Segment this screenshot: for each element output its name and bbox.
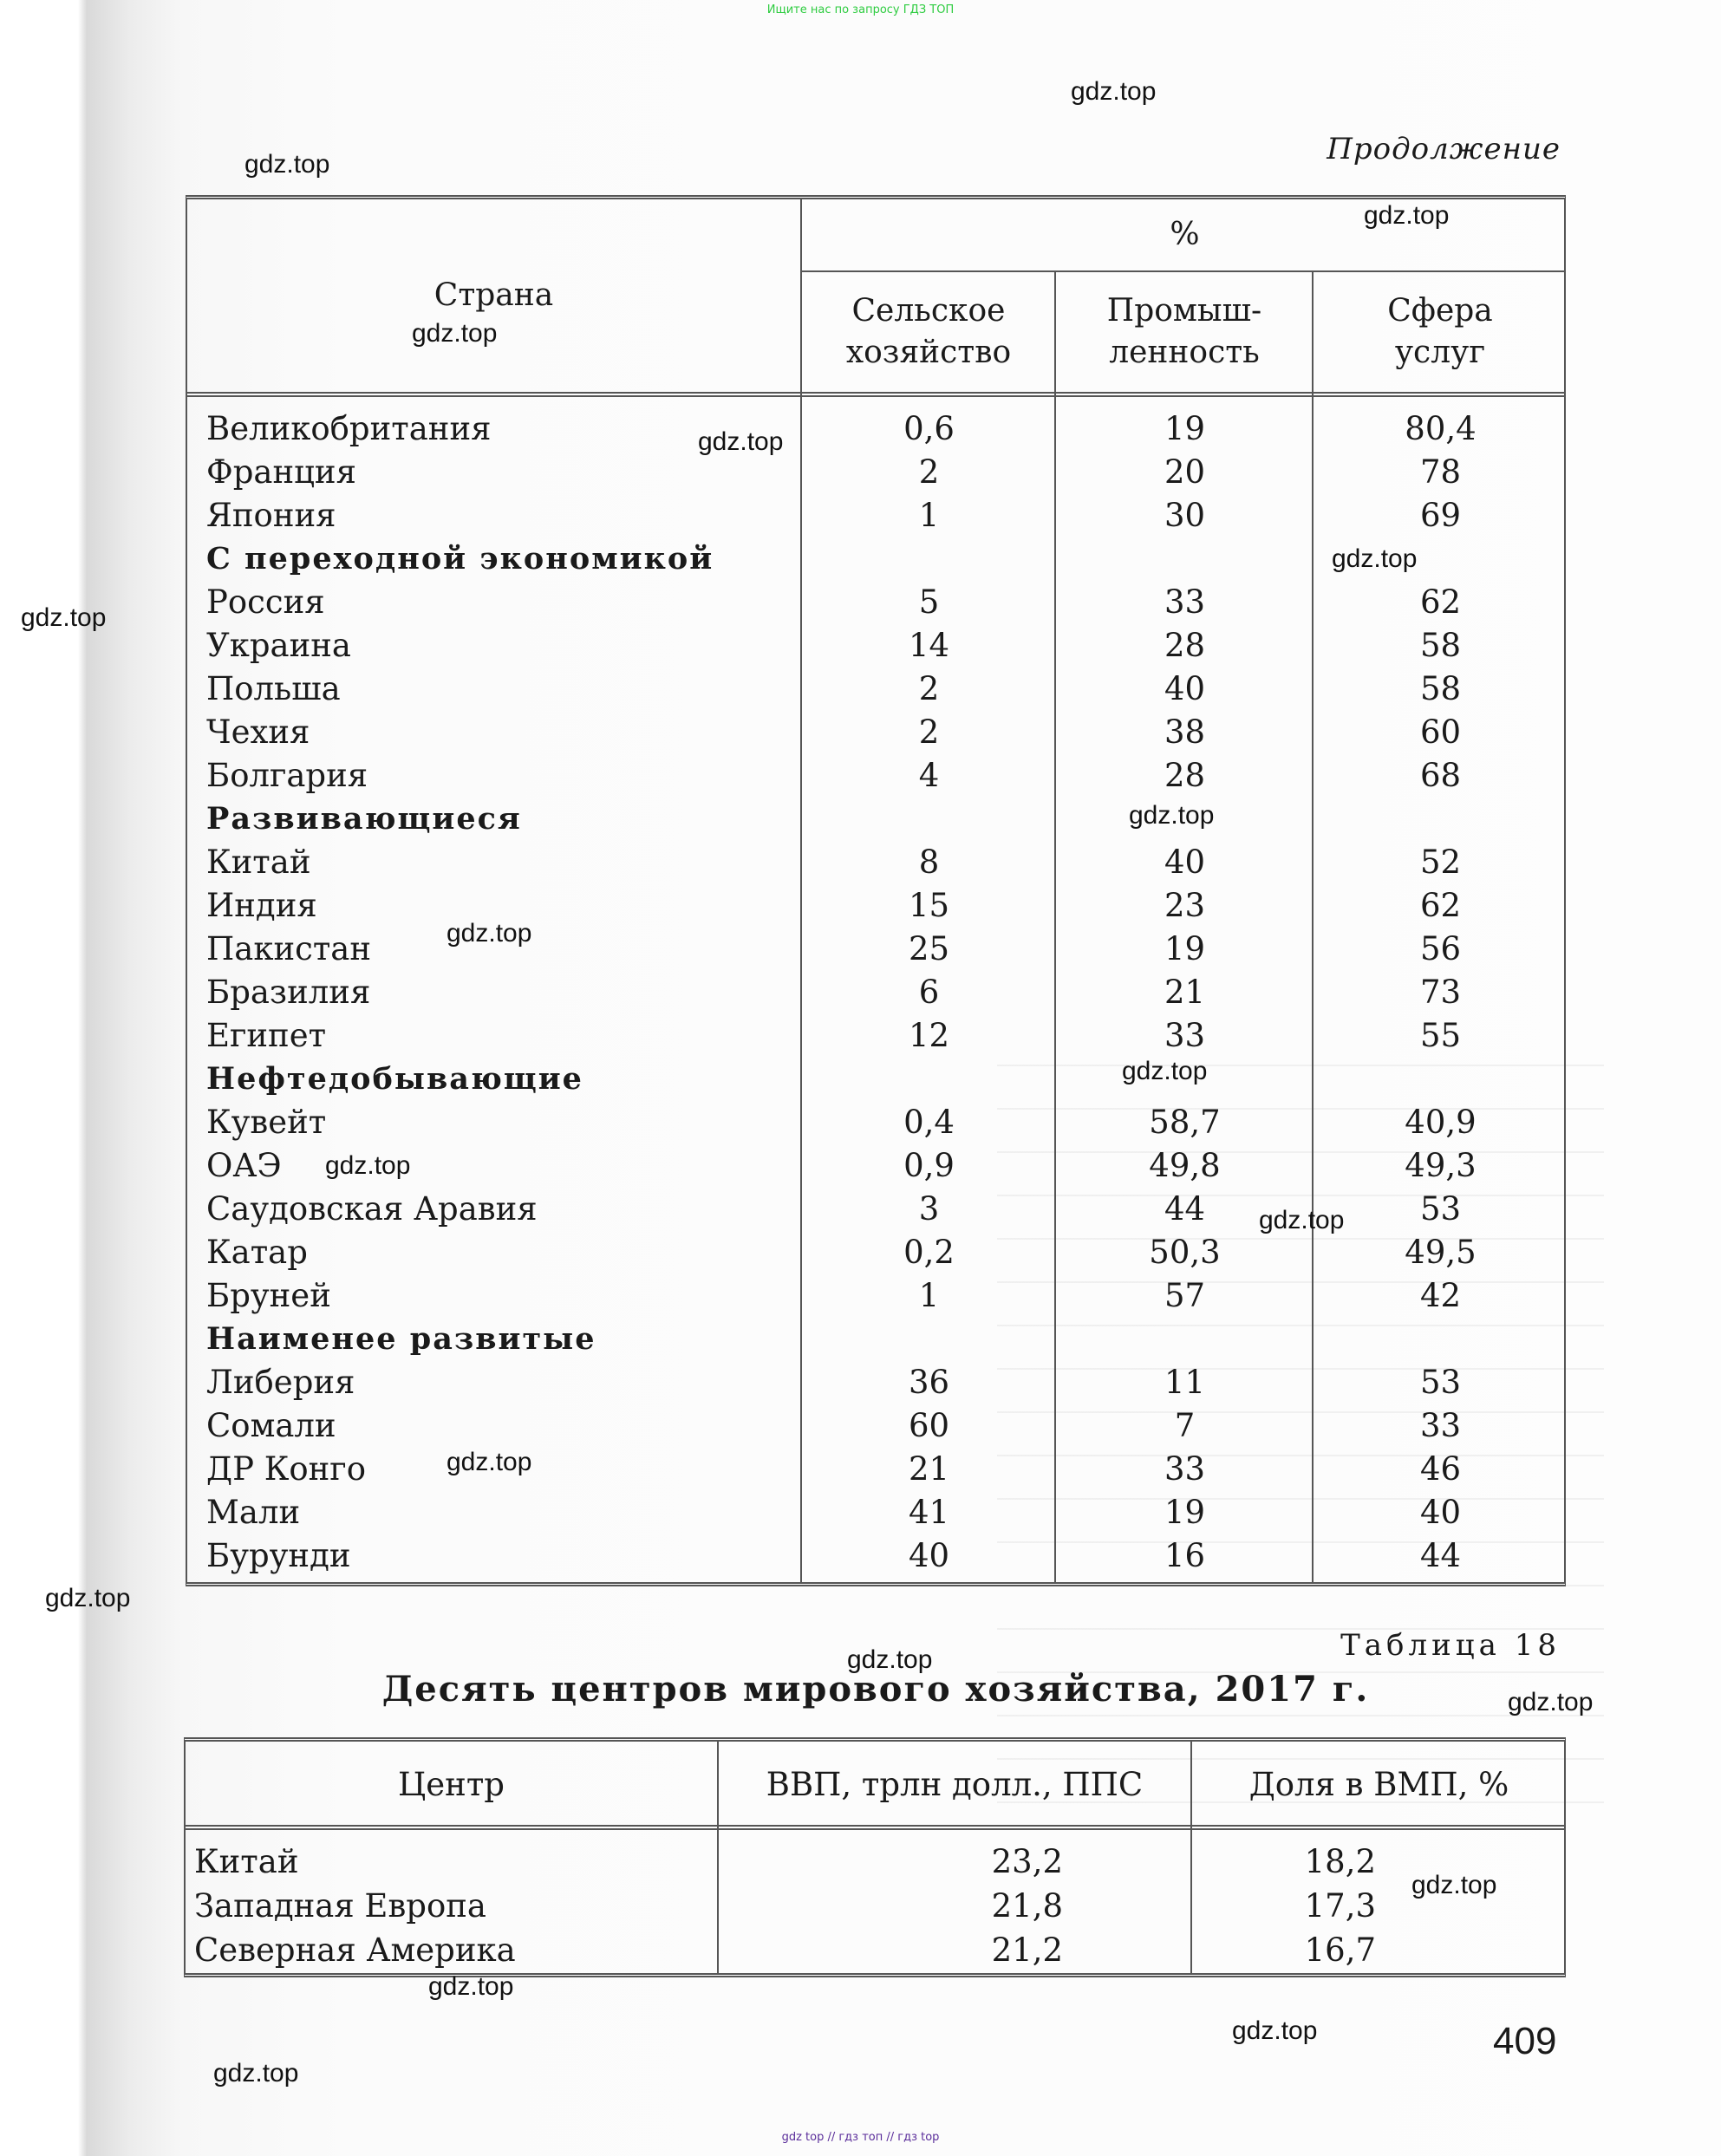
gdp-value: 23,2 <box>991 1843 1063 1880</box>
services-value: 58 <box>1419 627 1462 664</box>
group-heading: Развивающиеся <box>206 801 522 837</box>
group-heading-row <box>187 798 1564 841</box>
top-banner[interactable]: Ищите нас по запросу ГДЗ ТОП <box>766 3 955 16</box>
group-heading-row <box>187 1318 1564 1361</box>
country-name: Катар <box>206 1234 308 1271</box>
industry-value: 28 <box>1164 757 1206 794</box>
watermark: gdz.top <box>1508 1688 1594 1716</box>
gdp-value: 21,8 <box>991 1887 1063 1925</box>
agriculture-value: 2 <box>918 713 940 751</box>
industry-value: 40 <box>1164 670 1206 707</box>
country-name: ДР Конго <box>206 1450 366 1488</box>
agriculture-value: 36 <box>908 1364 950 1401</box>
table-body <box>187 407 1564 1578</box>
services-value: 40 <box>1419 1494 1462 1531</box>
country-name: Франция <box>206 453 356 491</box>
watermark: gdz.top <box>45 1584 131 1612</box>
country-name: Япония <box>206 497 336 534</box>
agriculture-value: 5 <box>918 583 940 621</box>
industry-value: 50,3 <box>1149 1234 1221 1271</box>
services-value: 53 <box>1419 1364 1462 1401</box>
industry-value: 33 <box>1164 583 1206 621</box>
country-name: Чехия <box>206 713 310 751</box>
table-row <box>187 1188 1564 1231</box>
group-heading: С переходной экономикой <box>206 541 714 576</box>
table-row <box>187 841 1564 884</box>
industry-value: 19 <box>1164 1494 1206 1531</box>
services-value: 60 <box>1419 713 1462 751</box>
table-row <box>187 928 1564 971</box>
industry-value: 11 <box>1164 1364 1206 1401</box>
country-name: Саудовская Аравия <box>206 1190 538 1228</box>
country-name: Бразилия <box>206 974 371 1011</box>
agriculture-value: 0,4 <box>903 1104 955 1141</box>
services-value: 55 <box>1419 1017 1462 1054</box>
table-row <box>187 1448 1564 1491</box>
country-name: Пакистан <box>206 930 372 967</box>
table-number: Таблица 18 <box>1340 1628 1561 1663</box>
country-name: ОАЭ <box>206 1147 282 1184</box>
country-name: Кувейт <box>206 1104 327 1141</box>
watermark: gdz.top <box>447 1448 532 1476</box>
share-value: 17,3 <box>1304 1887 1376 1925</box>
services-value: 46 <box>1419 1450 1462 1488</box>
watermark: gdz.top <box>698 427 784 456</box>
watermark: gdz.top <box>1122 1057 1208 1085</box>
table-row <box>187 494 1564 537</box>
services-value: 44 <box>1419 1537 1462 1574</box>
group-heading: Нефтедобывающие <box>206 1061 583 1097</box>
industry-value: 16 <box>1164 1537 1206 1574</box>
agriculture-value: 40 <box>908 1537 950 1574</box>
services-value: 62 <box>1419 583 1462 621</box>
services-value: 53 <box>1419 1190 1462 1228</box>
industry-value: 28 <box>1164 627 1206 664</box>
country-name: Китай <box>206 844 311 881</box>
services-value: 73 <box>1419 974 1462 1011</box>
continuation-label: Продолжение <box>1327 132 1561 166</box>
table-title: Десять центров мирового хозяйства, 2017 г. <box>381 1669 1370 1710</box>
watermark: gdz.top <box>21 603 107 632</box>
watermark: gdz.top <box>847 1645 933 1674</box>
table-row <box>186 1928 1564 1972</box>
header-bottom-border <box>187 392 1564 397</box>
watermark: gdz.top <box>1232 2016 1318 2045</box>
table-row <box>187 407 1564 451</box>
agriculture-value: 8 <box>918 844 940 881</box>
services-value: 78 <box>1419 453 1462 491</box>
table-row <box>187 711 1564 754</box>
agriculture-value: 0,9 <box>903 1147 955 1184</box>
services-value: 62 <box>1419 887 1462 924</box>
header-center: Центр <box>398 1766 505 1803</box>
table-row <box>186 1840 1564 1884</box>
share-value: 18,2 <box>1304 1843 1376 1880</box>
header-agriculture: Сельское хозяйство <box>845 293 1012 370</box>
agriculture-value: 1 <box>918 1277 940 1314</box>
share-value: 16,7 <box>1304 1931 1376 1969</box>
watermark: gdz.top <box>1364 201 1450 230</box>
sector-structure-table <box>186 195 1566 1586</box>
watermark: gdz.top <box>213 2059 299 2088</box>
industry-value: 44 <box>1164 1190 1206 1228</box>
services-value: 49,3 <box>1405 1147 1477 1184</box>
industry-value: 57 <box>1164 1277 1206 1314</box>
services-value: 42 <box>1419 1277 1462 1314</box>
industry-value: 20 <box>1164 453 1206 491</box>
table-row <box>187 1534 1564 1578</box>
table-row <box>187 754 1564 798</box>
table-row <box>187 971 1564 1014</box>
watermark: gdz.top <box>428 1972 514 2001</box>
industry-value: 23 <box>1164 887 1206 924</box>
agriculture-value: 1 <box>918 497 940 534</box>
footer-links[interactable]: gdz top // гдз топ // гдз top <box>781 2131 940 2144</box>
world-economy-centers-table <box>184 1737 1566 1977</box>
table-row <box>187 1361 1564 1404</box>
header-industry: Промыш-ленность <box>1106 293 1262 370</box>
watermark: gdz.top <box>1071 77 1157 106</box>
agriculture-value: 12 <box>908 1017 950 1054</box>
agriculture-value: 14 <box>908 627 950 664</box>
country-name: Великобритания <box>206 410 492 447</box>
industry-value: 49,8 <box>1149 1147 1221 1184</box>
industry-value: 38 <box>1164 713 1206 751</box>
header-gdp: ВВП, трлн долл., ППС <box>766 1766 1144 1803</box>
country-name: Мали <box>206 1494 301 1531</box>
center-name: Западная Европа <box>194 1887 486 1925</box>
header-percent: % <box>1170 217 1200 252</box>
table-row <box>187 1014 1564 1058</box>
table-row <box>186 1884 1564 1928</box>
country-name: Бурунди <box>206 1537 351 1574</box>
agriculture-value: 0,6 <box>903 410 955 447</box>
industry-value: 19 <box>1164 410 1206 447</box>
agriculture-value: 25 <box>908 930 950 967</box>
industry-value: 33 <box>1164 1017 1206 1054</box>
services-value: 58 <box>1419 670 1462 707</box>
table-row <box>187 884 1564 928</box>
header-country: Страна <box>434 277 554 313</box>
agriculture-value: 6 <box>918 974 940 1011</box>
country-name: Либерия <box>206 1364 355 1401</box>
agriculture-value: 60 <box>908 1407 950 1444</box>
country-name: Египет <box>206 1017 327 1054</box>
services-value: 80,4 <box>1405 410 1477 447</box>
header-services: Сфера услуг <box>1387 293 1493 370</box>
country-name: Индия <box>206 887 317 924</box>
watermark: gdz.top <box>1259 1206 1345 1234</box>
group-heading: Наименее развитые <box>206 1321 596 1357</box>
agriculture-value: 21 <box>908 1450 950 1488</box>
industry-value: 40 <box>1164 844 1206 881</box>
agriculture-value: 2 <box>918 453 940 491</box>
watermark: gdz.top <box>1411 1871 1497 1899</box>
watermark: gdz.top <box>412 319 498 348</box>
industry-value: 19 <box>1164 930 1206 967</box>
services-value: 40,9 <box>1405 1104 1477 1141</box>
table-row <box>187 451 1564 494</box>
table-row <box>187 1491 1564 1534</box>
group-heading-row <box>187 1058 1564 1101</box>
watermark: gdz.top <box>244 150 330 179</box>
industry-value: 30 <box>1164 497 1206 534</box>
agriculture-value: 3 <box>918 1190 940 1228</box>
agriculture-value: 0,2 <box>903 1234 955 1271</box>
services-value: 68 <box>1419 757 1462 794</box>
gdp-value: 21,2 <box>991 1931 1063 1969</box>
table-row <box>187 1101 1564 1144</box>
services-value: 52 <box>1419 844 1462 881</box>
table-row <box>187 668 1564 711</box>
table-row <box>187 1274 1564 1318</box>
center-name: Северная Америка <box>194 1931 516 1969</box>
watermark: gdz.top <box>325 1151 411 1180</box>
watermark: gdz.top <box>1129 801 1215 830</box>
agriculture-value: 15 <box>908 887 950 924</box>
industry-value: 58,7 <box>1149 1104 1221 1141</box>
page-number: 409 <box>1493 2020 1557 2062</box>
services-value: 49,5 <box>1405 1234 1477 1271</box>
table-row <box>187 581 1564 624</box>
watermark: gdz.top <box>1332 544 1418 573</box>
table-row <box>187 624 1564 668</box>
table-row <box>187 1404 1564 1448</box>
country-name: Болгария <box>206 757 368 794</box>
services-value: 69 <box>1419 497 1462 534</box>
header-share: Доля в ВМП, % <box>1248 1766 1509 1803</box>
services-value: 33 <box>1419 1407 1462 1444</box>
country-name: Польша <box>206 670 341 707</box>
country-name: Сомали <box>206 1407 336 1444</box>
table-row <box>187 1231 1564 1274</box>
services-value: 56 <box>1419 930 1462 967</box>
watermark: gdz.top <box>447 919 532 948</box>
industry-value: 7 <box>1174 1407 1196 1444</box>
center-name: Китай <box>194 1843 299 1880</box>
industry-value: 21 <box>1164 974 1206 1011</box>
agriculture-value: 41 <box>908 1494 950 1531</box>
industry-value: 33 <box>1164 1450 1206 1488</box>
agriculture-value: 4 <box>918 757 940 794</box>
agriculture-value: 2 <box>918 670 940 707</box>
country-name: Бруней <box>206 1277 331 1314</box>
country-name: Россия <box>206 583 325 621</box>
country-name: Украина <box>206 627 351 664</box>
